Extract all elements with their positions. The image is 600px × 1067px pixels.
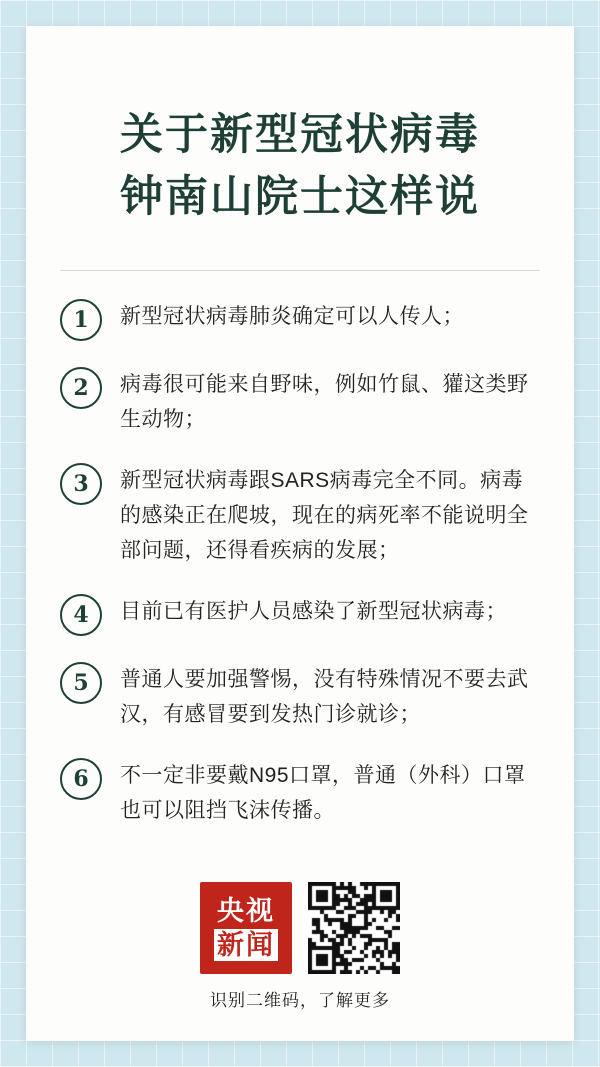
logo-line-2: 新闻	[214, 929, 278, 961]
point-number-badge: 3	[60, 463, 102, 505]
footer-row	[200, 882, 400, 974]
page-title	[60, 26, 540, 228]
title-line-1: 关于新型冠状病毒	[120, 110, 480, 160]
points-list	[60, 297, 540, 876]
title-line-2: 钟南山院士这样说	[120, 172, 480, 222]
point-number-badge: 5	[60, 662, 102, 704]
title-divider	[60, 270, 540, 271]
point-text: 普通人要加强警惕，没有特殊情况不要去武汉，有感冒要到发热门诊就诊；	[120, 668, 529, 726]
logo-line-1: 央视	[217, 896, 275, 926]
point-number-badge: 1	[60, 299, 102, 341]
qr-code-icon[interactable]	[308, 882, 400, 974]
point-number-badge: 2	[60, 367, 102, 409]
list-item	[60, 461, 540, 568]
list-item	[60, 297, 540, 341]
poster-card	[26, 26, 574, 1041]
poster-footer	[60, 882, 540, 1041]
point-text: 不一定非要戴N95口罩，普通（外科）口罩也可以阻挡飞沫传播。	[120, 764, 526, 822]
cctv-news-logo	[200, 882, 292, 974]
point-number-badge: 6	[60, 758, 102, 800]
point-text: 病毒很可能来自野味，例如竹鼠、獾这类野生动物；	[120, 373, 529, 431]
point-text: 新型冠状病毒跟SARS病毒完全不同。病毒的感染正在爬坡，现在的病死率不能说明全部问题，还得看疾病的发展；	[120, 469, 529, 562]
list-item	[60, 592, 540, 636]
list-item	[60, 756, 540, 828]
point-text: 目前已有医护人员感染了新型冠状病毒；	[120, 600, 507, 623]
footer-caption: 识别二维码，了解更多	[210, 991, 390, 1010]
point-text: 新型冠状病毒肺炎确定可以人传人；	[120, 305, 464, 328]
list-item	[60, 365, 540, 437]
list-item	[60, 660, 540, 732]
point-number-badge: 4	[60, 594, 102, 636]
